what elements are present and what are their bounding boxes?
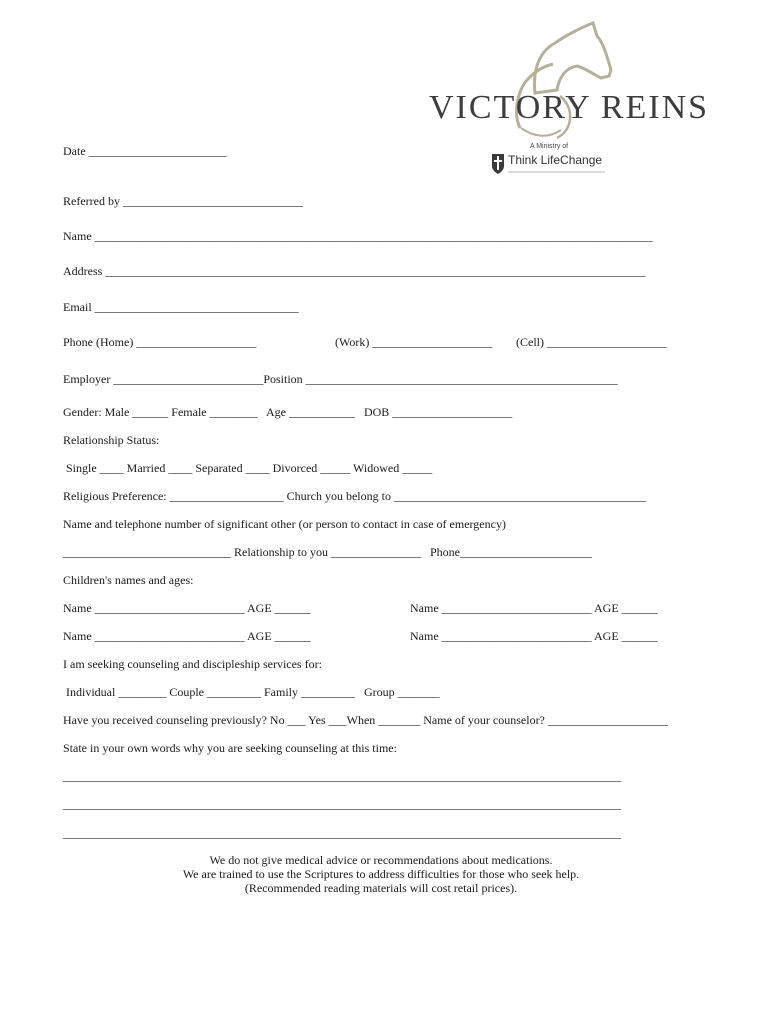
referred-by-field[interactable]: Referred by ______________________________ xyxy=(63,194,303,208)
phone-cell-field[interactable]: (Cell) ____________________ xyxy=(516,335,667,349)
significant-other-field[interactable]: ____________________________ Relationship to you _______________ Phone______________________ xyxy=(63,545,592,559)
disclaimer-line-3: (Recommended reading materials will cost retail prices). xyxy=(244,881,518,895)
reason-answer-line[interactable]: _____________________________________________________________________________________________ xyxy=(63,797,621,811)
partner-name: Think LifeChange xyxy=(508,153,603,167)
phone-work-field[interactable]: (Work) ____________________ xyxy=(335,335,493,349)
seeking-services-options[interactable]: Individual ________ Couple _________ Family _________ Group _______ xyxy=(63,685,440,699)
relationship-status-options[interactable]: Single ____ Married ____ Separated ____ Divorced _____ Widowed _____ xyxy=(63,461,433,475)
address-field[interactable]: Address __________________________________________________________________________________________ xyxy=(63,264,646,278)
children-label: Children's names and ages: xyxy=(63,573,194,587)
child-name-age-field[interactable]: Name _________________________ AGE ______ xyxy=(63,601,311,615)
child-name-age-field[interactable]: Name _________________________ AGE ______ xyxy=(410,601,658,615)
religious-preference-field[interactable]: Religious Preference: ___________________ Church you belong to __________________________________________ xyxy=(63,489,646,503)
tagline: A Ministry of xyxy=(530,143,569,150)
previous-counseling-field[interactable]: Have you received counseling previously? No ___ Yes ___When _______ Name of your counselor? ____________________ xyxy=(63,713,668,727)
employer-position-field[interactable]: Employer _________________________Position ____________________________________________________ xyxy=(63,372,618,386)
brand-logo-text: VICTORY REINS xyxy=(429,89,710,126)
seeking-services-label: I am seeking counseling and discipleship services for: xyxy=(63,657,322,671)
reason-answer-line[interactable]: _____________________________________________________________________________________________ xyxy=(63,826,621,840)
gender-age-dob-field[interactable]: Gender: Male ______ Female ________ Age ___________ DOB ____________________ xyxy=(63,405,513,419)
reason-answer-line[interactable]: _____________________________________________________________________________________________ xyxy=(63,769,621,783)
child-name-age-field[interactable]: Name _________________________ AGE ______ xyxy=(410,629,658,643)
email-field[interactable]: Email __________________________________ xyxy=(63,300,299,314)
child-name-age-field[interactable]: Name _________________________ AGE ______ xyxy=(63,629,311,643)
disclaimer-line-2: We are trained to use the Scriptures to address difficulties for those who seek help. xyxy=(182,867,580,881)
date-field[interactable]: Date _______________________ xyxy=(63,144,227,158)
relationship-status-label: Relationship Status: xyxy=(63,433,160,447)
name-field[interactable]: Name _____________________________________________________________________________________________ xyxy=(63,229,653,243)
reason-label: State in your own words why you are seeking counseling at this time: xyxy=(63,741,397,755)
significant-other-label: Name and telephone number of significant other (or person to contact in case of emergency) xyxy=(63,517,506,531)
disclaimer-line-1: We do not give medical advice or recommendations about medications. xyxy=(209,853,553,867)
phone-home-field[interactable]: Phone (Home) ____________________ xyxy=(63,335,257,349)
